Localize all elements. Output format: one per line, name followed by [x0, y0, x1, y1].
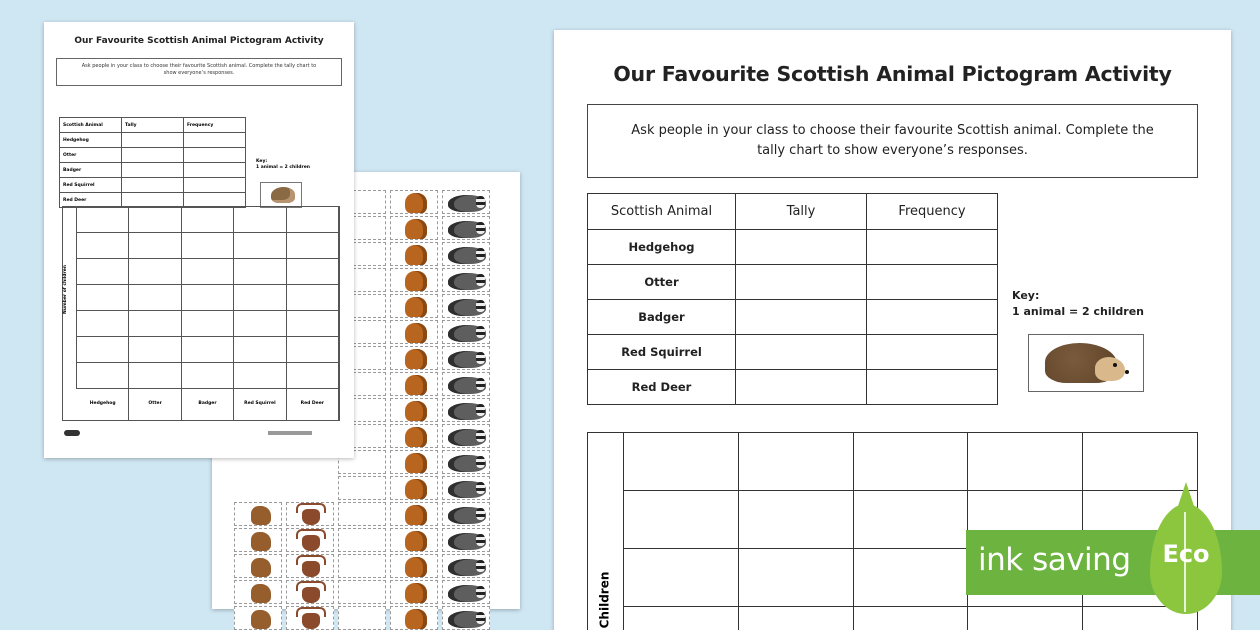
- preview-grid-cell: [234, 311, 286, 337]
- red-deer-card: [286, 606, 334, 630]
- pictogram-cell[interactable]: [854, 491, 969, 549]
- frequency-cell[interactable]: [867, 300, 998, 335]
- red-squirrel-card: [234, 606, 282, 630]
- frequency-cell[interactable]: [867, 265, 998, 300]
- preview-grid-cell: [129, 363, 181, 389]
- header-scottish-animal: Scottish Animal: [588, 194, 736, 230]
- hedgehog-card: [338, 528, 386, 552]
- instructions-box: Ask people in your class to choose their favourite Scottish animal. Complete the tally chart to show everyone’s responses.: [587, 104, 1198, 178]
- pictogram-cell[interactable]: [968, 607, 1083, 630]
- preview-animal-name: Red Deer: [60, 193, 122, 208]
- badger-card: [442, 450, 490, 474]
- preview-grid-cell: [77, 285, 129, 311]
- eco-leaf-icon: [1150, 482, 1222, 614]
- badger-card: [442, 606, 490, 630]
- preview-grid-cell: [234, 207, 286, 233]
- preview-grid-cell: [287, 207, 339, 233]
- hedgehog-card: [338, 502, 386, 526]
- footer-mark: [268, 431, 312, 435]
- otter-card: [390, 528, 438, 552]
- animal-name: Red Squirrel: [588, 335, 736, 370]
- preview-animal-name: Red Squirrel: [60, 178, 122, 193]
- preview-grid-cell: [77, 233, 129, 259]
- y-axis: [588, 433, 624, 630]
- otter-card: [390, 580, 438, 604]
- preview-grid-cell: [129, 259, 181, 285]
- animal-name: Otter: [588, 265, 736, 300]
- badger-card: [442, 190, 490, 214]
- preview-grid-cell: [234, 363, 286, 389]
- preview-grid-cell: [234, 285, 286, 311]
- preview-animal-name: Hedgehog: [60, 133, 122, 148]
- otter-card: [390, 294, 438, 318]
- frequency-cell[interactable]: [867, 230, 998, 265]
- preview-grid-cell: [129, 285, 181, 311]
- otter-card: [390, 320, 438, 344]
- pictogram-cell[interactable]: [624, 491, 739, 549]
- preview-x-label: Red Deer: [287, 389, 339, 420]
- hedgehog-card: [338, 606, 386, 630]
- preview-key-text: 1 animal = 2 children: [256, 165, 311, 170]
- preview-grid-cell: [77, 337, 129, 363]
- hedgehog-icon: [271, 187, 295, 203]
- preview-x-label: Red Squirrel: [234, 389, 286, 420]
- preview-y-axis: [63, 207, 77, 389]
- table-row: [588, 335, 998, 370]
- eco-label: Eco: [1162, 540, 1210, 568]
- header-tally: Tally: [736, 194, 867, 230]
- preview-key-box: [260, 182, 302, 208]
- badger-card: [442, 346, 490, 370]
- preview-grid-cell: [182, 285, 234, 311]
- preview-grid-cells: [77, 207, 339, 389]
- worksheet-title: Our Favourite Scottish Animal Pictogram Activity: [613, 62, 1172, 86]
- preview-grid-cell: [129, 311, 181, 337]
- animal-name: Red Deer: [588, 370, 736, 405]
- key-text: 1 animal = 2 children: [1012, 305, 1145, 318]
- pictogram-cell[interactable]: [854, 433, 969, 491]
- red-deer-card: [286, 580, 334, 604]
- badger-card: [442, 502, 490, 526]
- badger-card: [442, 216, 490, 240]
- pictogram-cell[interactable]: [739, 433, 854, 491]
- hedgehog-icon: [1045, 343, 1125, 385]
- otter-card: [390, 606, 438, 630]
- preview-grid-cell: [287, 233, 339, 259]
- pictogram-cell[interactable]: [624, 549, 739, 607]
- preview-grid-cell: [182, 311, 234, 337]
- preview-row: [60, 148, 246, 163]
- key-box: [1028, 334, 1144, 392]
- otter-card: [390, 190, 438, 214]
- preview-key-title: Key:: [256, 159, 268, 164]
- red-deer-card: [286, 528, 334, 552]
- tally-cell[interactable]: [736, 335, 867, 370]
- otter-card: [390, 268, 438, 292]
- pictogram-cell[interactable]: [854, 607, 969, 630]
- preview-tally-table: [59, 117, 246, 208]
- badger-card: [442, 398, 490, 422]
- preview-grid-cell: [77, 363, 129, 389]
- preview-row: [60, 163, 246, 178]
- badger-card: [442, 242, 490, 266]
- pictogram-cell[interactable]: [624, 607, 739, 630]
- badger-card: [442, 580, 490, 604]
- preview-grid-cell: [287, 311, 339, 337]
- frequency-cell[interactable]: [867, 370, 998, 405]
- red-squirrel-card: [234, 528, 282, 552]
- preview-grid-cell: [182, 233, 234, 259]
- preview-animal-name: Otter: [60, 148, 122, 163]
- preview-grid-cell: [77, 311, 129, 337]
- preview-grid-cell: [129, 233, 181, 259]
- preview-animal-name: Badger: [60, 163, 122, 178]
- tally-table: [587, 193, 998, 405]
- preview-header-frequency: Frequency: [184, 118, 246, 133]
- pictogram-cell[interactable]: [624, 433, 739, 491]
- pictogram-cell[interactable]: [739, 549, 854, 607]
- key-label: [1012, 288, 1144, 320]
- preview-title: Our Favourite Scottish Animal Pictogram Activity: [74, 36, 324, 46]
- otter-card: [390, 554, 438, 578]
- badger-card: [442, 424, 490, 448]
- preview-x-label: Hedgehog: [77, 389, 129, 420]
- preview-grid-cell: [182, 207, 234, 233]
- pictogram-cell[interactable]: [739, 491, 854, 549]
- red-deer-card: [286, 502, 334, 526]
- preview-key: [256, 159, 310, 171]
- header-frequency: Frequency: [867, 194, 998, 230]
- red-deer-card: [286, 554, 334, 578]
- preview-worksheet: [44, 22, 354, 458]
- otter-card: [390, 346, 438, 370]
- table-row: [588, 300, 998, 335]
- pictogram-cell[interactable]: [739, 607, 854, 630]
- badger-card: [442, 476, 490, 500]
- y-axis-label: Children: [597, 571, 612, 629]
- pictogram-cell[interactable]: [854, 549, 969, 607]
- otter-card: [390, 424, 438, 448]
- preview-y-axis-label: Number of children: [63, 265, 68, 314]
- preview-grid-cell: [287, 259, 339, 285]
- preview-header-tally: Tally: [122, 118, 184, 133]
- key-title: Key:: [1012, 289, 1040, 302]
- otter-card: [390, 242, 438, 266]
- table-row: [588, 370, 998, 405]
- hedgehog-card: [338, 580, 386, 604]
- red-squirrel-card: [234, 580, 282, 604]
- tally-cell[interactable]: [736, 230, 867, 265]
- tally-cell[interactable]: [736, 370, 867, 405]
- badger-card: [442, 294, 490, 318]
- badger-card: [442, 528, 490, 552]
- preview-grid-cell: [287, 285, 339, 311]
- preview-x-labels: [77, 389, 339, 420]
- preview-grid-cell: [182, 259, 234, 285]
- badger-card: [442, 268, 490, 292]
- preview-instructions: Ask people in your class to choose their favourite Scottish animal. Complete the tally chart to show everyone’s responses.: [56, 58, 342, 86]
- preview-grid-cell: [287, 363, 339, 389]
- preview-grid-cell: [182, 363, 234, 389]
- otter-card: [390, 398, 438, 422]
- preview-grid-cell: [182, 337, 234, 363]
- preview-grid-cell: [129, 207, 181, 233]
- preview-x-label: Otter: [129, 389, 181, 420]
- red-squirrel-card: [234, 554, 282, 578]
- preview-grid-cell: [129, 337, 181, 363]
- pictogram-cell[interactable]: [968, 433, 1083, 491]
- preview-grid-cell: [77, 259, 129, 285]
- otter-card: [390, 476, 438, 500]
- hedgehog-card: [338, 476, 386, 500]
- badger-card: [442, 554, 490, 578]
- badger-card: [442, 320, 490, 344]
- otter-card: [390, 502, 438, 526]
- badger-card: [442, 372, 490, 396]
- table-row: [588, 265, 998, 300]
- preview-row: [60, 133, 246, 148]
- preview-x-label: Badger: [182, 389, 234, 420]
- publisher-logo-icon: [64, 430, 80, 436]
- preview-grid-cell: [77, 207, 129, 233]
- preview-row: [60, 178, 246, 193]
- hedgehog-card: [338, 554, 386, 578]
- otter-card: [390, 450, 438, 474]
- red-squirrel-card: [234, 502, 282, 526]
- preview-grid-cell: [234, 259, 286, 285]
- tally-cell[interactable]: [736, 300, 867, 335]
- otter-card: [390, 216, 438, 240]
- preview-grid-cell: [234, 337, 286, 363]
- preview-grid-cell: [287, 337, 339, 363]
- otter-card: [390, 372, 438, 396]
- preview-pictogram-grid: [62, 206, 340, 421]
- preview-header-animal: Scottish Animal: [60, 118, 122, 133]
- frequency-cell[interactable]: [867, 335, 998, 370]
- animal-name: Hedgehog: [588, 230, 736, 265]
- table-row: [588, 230, 998, 265]
- animal-name: Badger: [588, 300, 736, 335]
- ink-saving-label: ink saving: [978, 542, 1131, 578]
- preview-grid-cell: [234, 233, 286, 259]
- tally-cell[interactable]: [736, 265, 867, 300]
